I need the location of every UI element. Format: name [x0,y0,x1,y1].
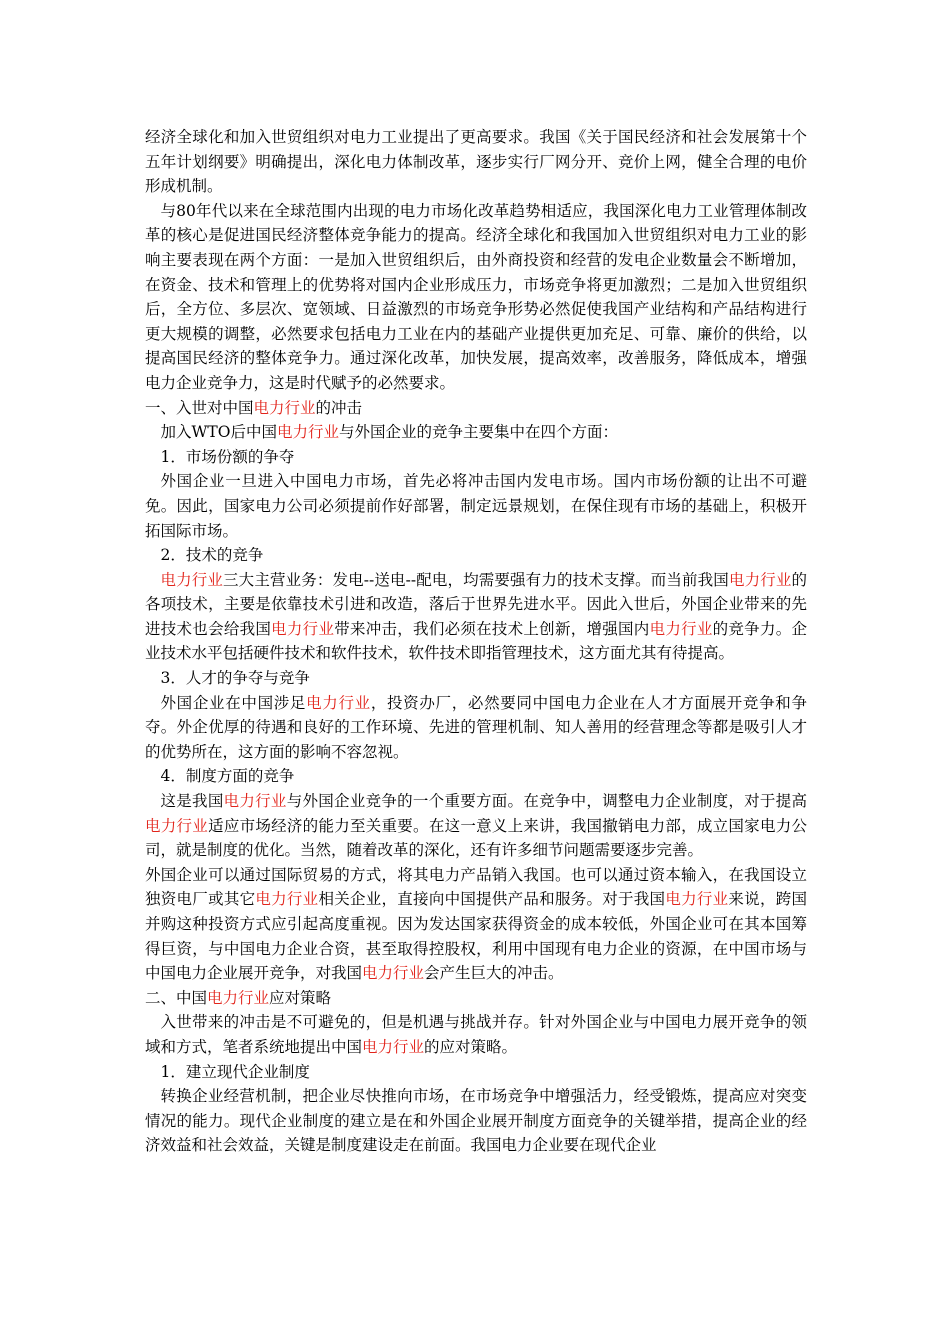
text-run: 加入WTO后中国 [160,423,277,442]
document-body [145,125,807,1158]
section-heading [145,666,807,691]
text-run: 带来冲击，我们必须在技术上创新，增强国内 [334,619,650,638]
keyword-link[interactable]: 电力行业 [145,816,209,835]
section-heading [145,445,807,470]
text-run: 1．建立现代企业制度 [160,1062,310,1081]
keyword-link[interactable]: 电力行业 [271,619,335,638]
text-run: 相关企业，直接向中国提供产品和服务。对于我国 [318,890,666,909]
keyword-link[interactable]: 电力行业 [306,693,371,712]
keyword-link[interactable]: 电力行业 [255,890,319,909]
keyword-link[interactable]: 电力行业 [665,890,729,909]
keyword-link[interactable]: 电力行业 [223,792,287,811]
text-run: 外国企业在中国涉足 [160,693,307,712]
text-run: 1．市场份额的争夺 [160,447,295,466]
text-run: 三大主营业务：发电--送电--配电，均需要强有力的技术支撑。而当前我国 [223,570,729,589]
paragraph [145,125,807,199]
keyword-link[interactable]: 电力行业 [276,423,339,442]
keyword-link[interactable]: 电力行业 [649,619,713,638]
text-run: 一、入世对中国 [145,398,254,417]
text-run: 经济全球化和加入世贸组织对电力工业提出了更高要求。我国《关于国民经济和社会发展第十个五年计划纲要》明确提出，深化电力体制改革，逐步实行厂网分开、竞价上网，健全合理的电价形成机制。 [145,128,807,196]
text-run: ，投资办厂，必然要同中国电力企业在人才方面展开竞争和争夺。外企优厚的待遇和良好的工作环境、先进的管理机制、知人善用的经营理念等都是吸引人才的优势所在，这方面的影响不容忽视。 [145,693,807,761]
paragraph [145,568,807,666]
text-run: 外国企业一旦进入中国电力市场，首先必将冲击国内发电市场。国内市场份额的让出不可避免。因此，国家电力公司必须提前作好部署，制定远景规划，在保住现有市场的基础上，积极开拓国际市场。 [145,472,807,540]
text-run: 二、中国 [145,988,208,1007]
text-run: 的各项技术，主要是依靠技术引进和改造，落后于世界先进水平。因此入世后，外国企业带来的先进技术也会给我国 [145,570,807,638]
keyword-link[interactable]: 电力行业 [362,964,425,983]
text-run: 3．人才的争夺与竞争 [160,669,310,688]
paragraph [145,691,807,765]
section-heading [145,764,807,789]
text-run: 会产生巨大的冲击。 [424,964,564,983]
paragraph [145,1084,807,1158]
text-run: 2．技术的竞争 [160,546,264,565]
paragraph [145,863,807,986]
text-run: 的应对策略。 [424,1037,518,1056]
text-run: 的竞争力。企业技术水平包括硬件技术和软件技术，软件技术即指管理技术，这方面尤其有待提高。 [145,619,807,663]
text-run: 与外国企业的竞争主要集中在四个方面： [339,423,619,442]
section-heading [145,543,807,568]
paragraph [145,789,807,863]
text-run: 转换企业经营机制，把企业尽快推向市场，在市场竞争中增强活力，经受锻炼，提高应对突变情况的能力。现代企业制度的建立是在和外国企业展开制度方面竞争的关键举措，提高企业的经济效益和社会效益，关键是制度建设走在前面。我国电力企业要在现代企业 [145,1087,807,1155]
text-run: 的冲击 [315,398,363,417]
paragraph [145,1010,807,1059]
paragraph [145,469,807,543]
keyword-link[interactable]: 电力行业 [253,398,316,417]
text-run: 与外国企业竞争的一个重要方面。在竞争中，调整电力企业制度，对于提高 [286,792,807,811]
paragraph [145,420,807,445]
section-heading [145,1060,807,1085]
keyword-link[interactable]: 电力行业 [207,988,270,1007]
text-run: 适应市场经济的能力至关重要。在这一意义上来讲，我国撤销电力部，成立国家电力公司，就是制度的优化。当然，随着改革的深化，还有许多细节问题需要逐步完善。 [145,816,807,860]
paragraph [145,199,807,396]
section-heading [145,396,807,421]
keyword-link[interactable]: 电力行业 [728,570,792,589]
text-run: 这是我国 [160,792,224,811]
text-run: 入世带来的冲击是不可避免的，但是机遇与挑战并存。针对外国企业与中国电力展开竞争的领域和方式，笔者系统地提出中国 [145,1013,807,1056]
text-run: 应对策略 [269,988,332,1007]
keyword-link[interactable]: 电力行业 [160,570,224,589]
text-run: 外国企业可以通过国际贸易的方式，将其电力产品销入我国。也可以通过资本输入，在我国设立独资电厂或其它 [145,865,807,909]
text-run: 4．制度方面的竞争 [160,767,295,786]
section-heading [145,986,807,1011]
keyword-link[interactable]: 电力行业 [362,1037,425,1056]
text-run: 与80年代以来在全球范围内出现的电力市场化改革趋势相适应，我国深化电力工业管理体制改革的核心是促进国民经济整体竞争能力的提高。经济全球化和我国加入世贸组织对电力工业的影响主要表现在两个方面：一是加入世贸组织后，由外商投资和经营的发电企业数量会不断增加，在资金、技术和管理上的优势将对国内企业形成压力，市场竞争将更加激烈；二是加入世贸组织后，全方位、多层次、宽领域、日益激烈的市场竞争形势必然促使我国产业结构和产品结构进行更大规模的调整，必然要求包括电力工业在内的基础产业提供更加充足、可靠、廉价的供给，以提高国民经济的整体竞争力。通过深化改革，加快发展，提高效率，改善服务，降低成本，增强电力企业竞争力，这是时代赋予的必然要求。 [145,201,807,392]
text-run: 来说，跨国并购这种投资方式应引起高度重视。因为发达国家获得资金的成本较低，外国企业可在其本国筹得巨资，与中国电力企业合资，甚至取得控股权，利用中国现有电力企业的资源，在中国市场与中国电力企业展开竞争，对我国 [145,890,807,983]
